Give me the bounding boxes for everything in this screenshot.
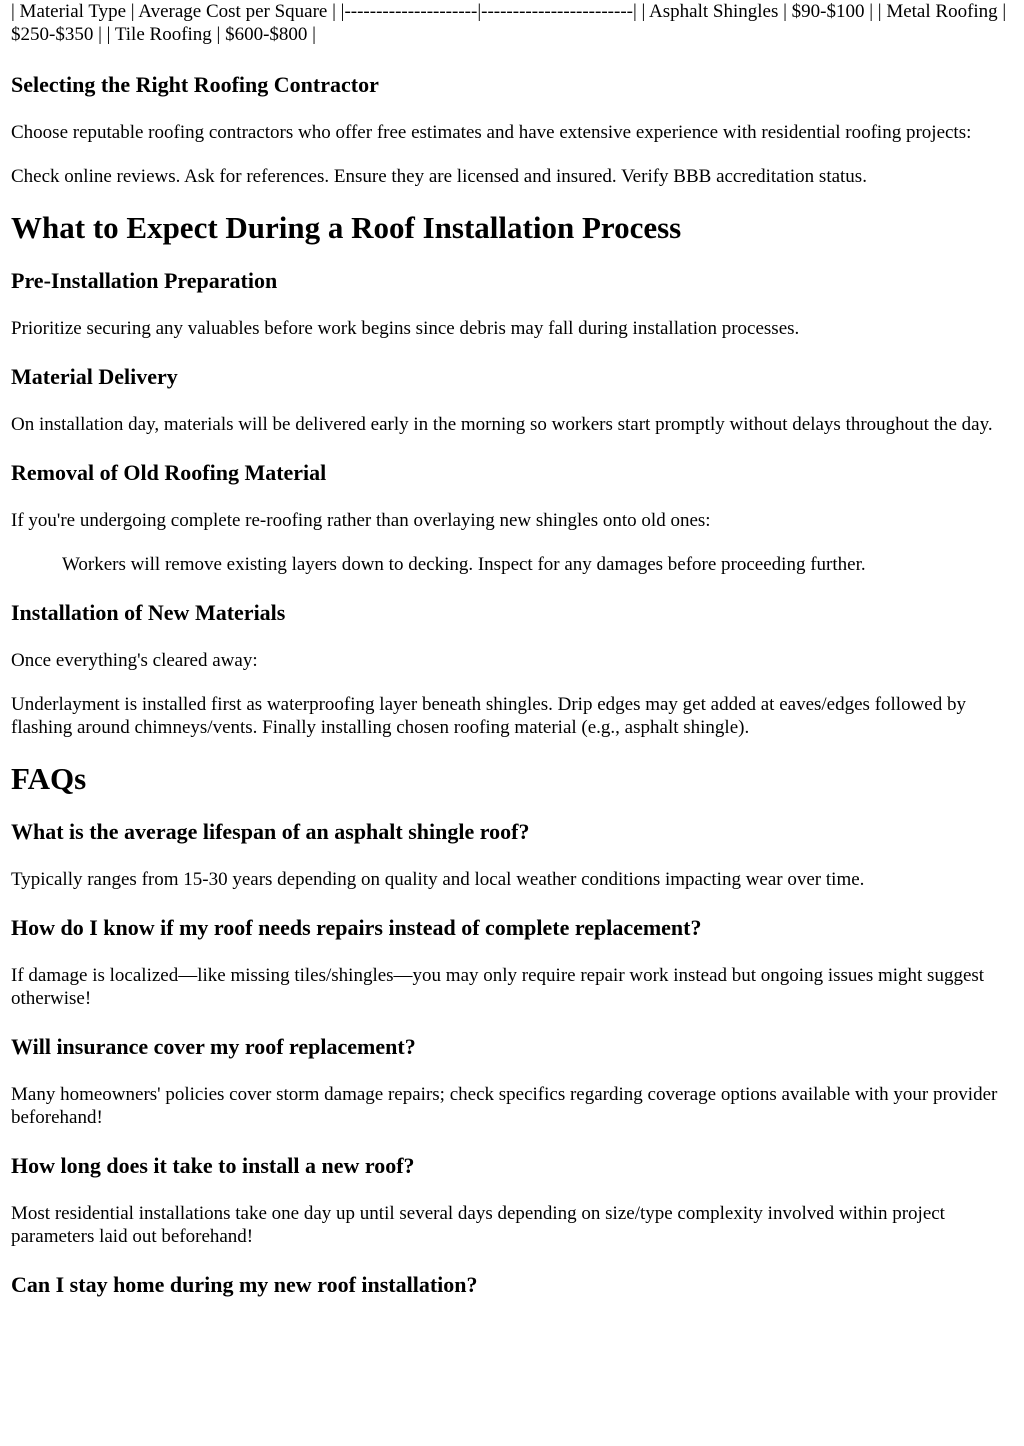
removal-text: If you're undergoing complete re-roofing rather than overlaying new shingles onto old ones: bbox=[11, 510, 711, 531]
faq-question: How do I know if my roof needs repairs instead of complete replacement? bbox=[11, 915, 702, 940]
removal-quote: Workers will remove existing layers down to decking. Inspect for any damages before proceeding further. bbox=[62, 554, 866, 575]
faq-question: Can I stay home during my new roof installation? bbox=[11, 1272, 478, 1297]
faq-answer: Many homeowners' policies cover storm damage repairs; check specifics regarding coverage options available with your provider beforehand! bbox=[11, 1084, 998, 1128]
contractor-tips: Check online reviews. Ask for references. Ensure they are licensed and insured. Verify BBB accreditation status. bbox=[11, 166, 867, 187]
faq-answer: If damage is localized—like missing tiles/shingles—you may only require repair work instead but ongoing issues might suggest otherwise! bbox=[11, 965, 985, 1009]
faq-question: Will insurance cover my roof replacement? bbox=[11, 1034, 416, 1059]
contractor-intro: Choose reputable roofing contractors who offer free estimates and have extensive experience with residential roofing projects: bbox=[11, 122, 972, 143]
faq-question: What is the average lifespan of an asphalt shingle roof? bbox=[11, 819, 530, 844]
contractor-heading: Selecting the Right Roofing Contractor bbox=[11, 72, 379, 97]
new-materials-text: Underlayment is installed first as waterproofing layer beneath shingles. Drip edges may get added at eaves/edges followed by flashing around chimneys/vents. Finally installing chosen roofing material (e.g., asphalt shingle). bbox=[11, 694, 966, 738]
prep-heading: Pre-Installation Preparation bbox=[11, 268, 278, 293]
new-materials-intro: Once everything's cleared away: bbox=[11, 650, 258, 671]
faq-answer: Typically ranges from 15-30 years depending on quality and local weather conditions impacting wear over time. bbox=[11, 869, 865, 890]
delivery-heading: Material Delivery bbox=[11, 364, 178, 389]
cost-table-text: | Material Type | Average Cost per Square | |---------------------|------------------------| | Asphalt Shingles | $90-$100 | | Metal Roofing | $250-$350 | | Tile Roofing | $600-$800 | bbox=[11, 1, 1007, 45]
new-materials-heading: Installation of New Materials bbox=[11, 600, 286, 625]
installation-heading: What to Expect During a Roof Installation Process bbox=[11, 210, 682, 245]
faqs-heading: FAQs bbox=[11, 761, 87, 796]
delivery-text: On installation day, materials will be delivered early in the morning so workers start promptly without delays throughout the day. bbox=[11, 414, 993, 435]
faq-answer: Most residential installations take one day up until several days depending on size/type complexity involved within project parameters laid out beforehand! bbox=[11, 1203, 945, 1247]
prep-text: Prioritize securing any valuables before work begins since debris may fall during installation processes. bbox=[11, 318, 800, 339]
removal-heading: Removal of Old Roofing Material bbox=[11, 460, 327, 485]
faq-question: How long does it take to install a new roof? bbox=[11, 1153, 415, 1178]
